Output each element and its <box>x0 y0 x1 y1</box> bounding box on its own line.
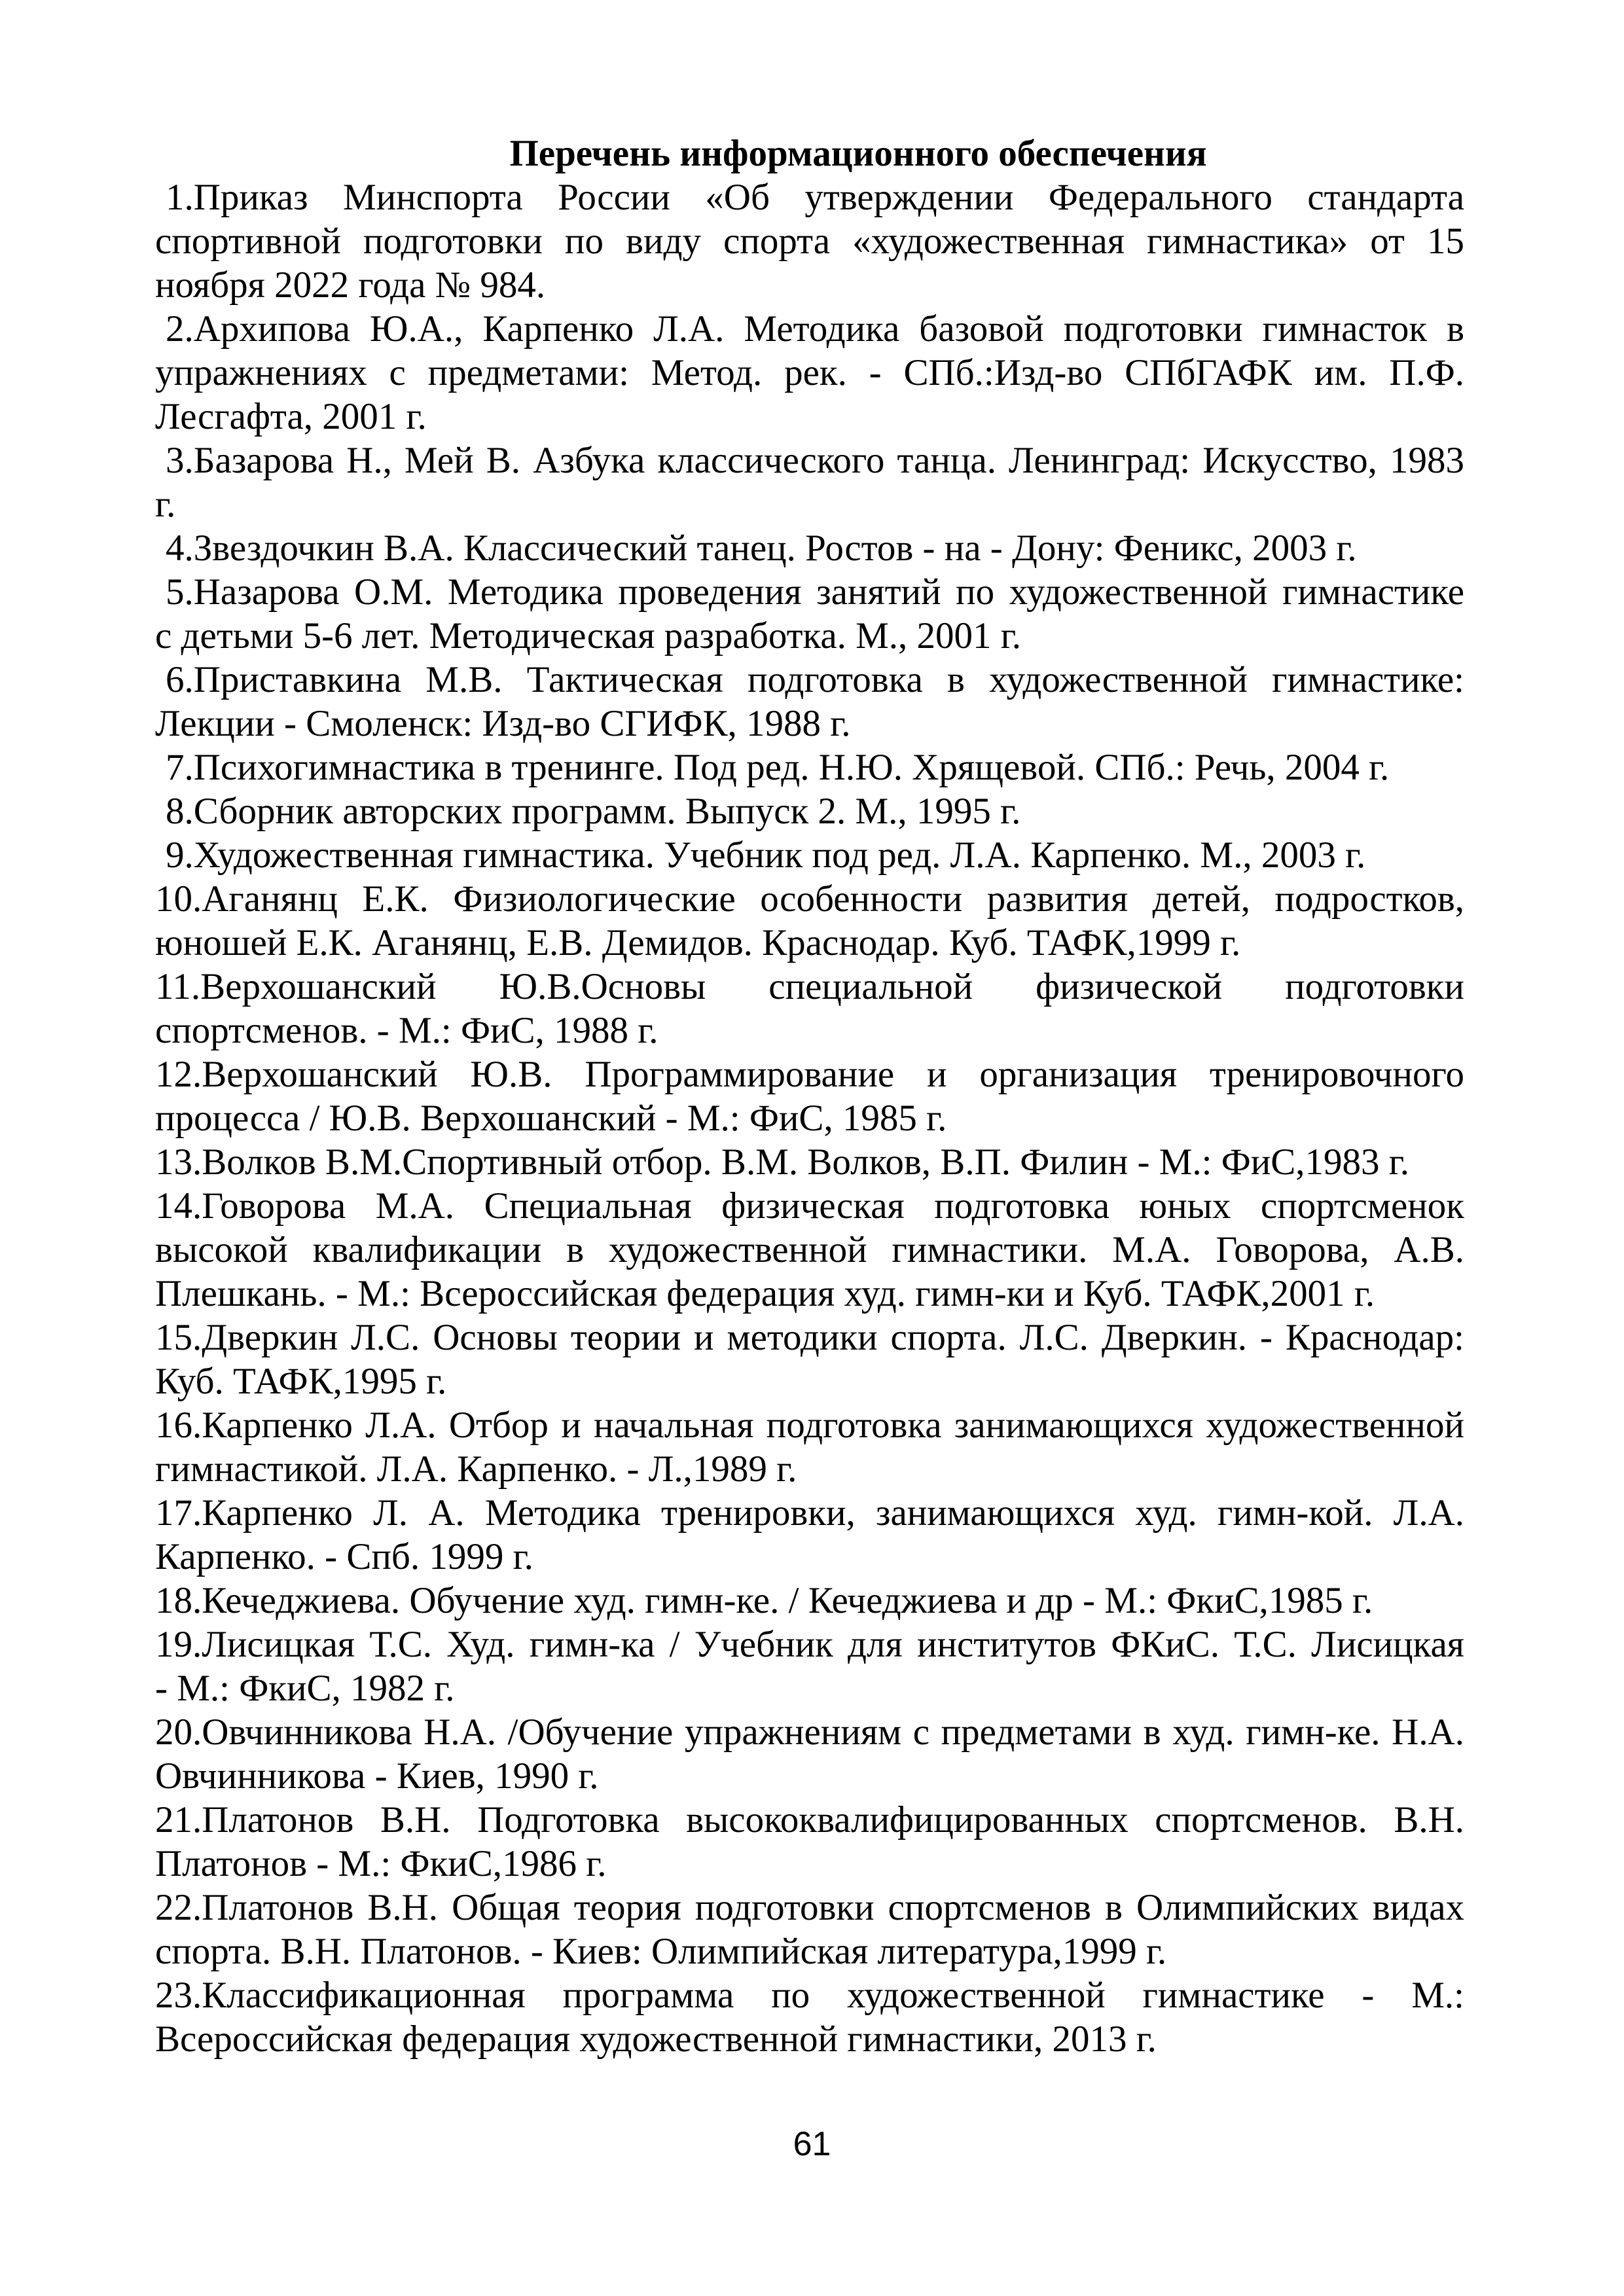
reference-item <box>155 1403 1464 1491</box>
reference-item <box>155 175 1464 307</box>
reference-item <box>155 1140 1464 1184</box>
reference-item <box>155 658 1464 745</box>
reference-line: 12.Верхошанский Ю.В. Программирование и организация тренировочного <box>155 1054 1464 1095</box>
reference-line: спортсменов. - М.: ФиС, 1988 г. <box>155 1010 659 1051</box>
reference-item <box>155 1316 1464 1403</box>
reference-line: 21.Платонов В.Н. Подготовка высококвалифицированных спортсменов. В.Н. <box>155 1799 1464 1840</box>
reference-item <box>155 526 1464 570</box>
reference-item <box>155 1973 1464 2061</box>
reference-line: 19.Лисицкая Т.С. Худ. гимн-ка / Учебник для институтов ФКиС. Т.С. Лисицкая <box>155 1624 1464 1665</box>
reference-item <box>155 1886 1464 1973</box>
reference-line: 7.Психогимнастика в тренинге. Под ред. Н.Ю. Хрящевой. СПб.: Речь, 2004 г. <box>166 747 1390 788</box>
reference-line: процесса / Ю.В. Верхошанский - М.: ФиС, 1985 г. <box>155 1098 947 1139</box>
reference-line: Лекции - Смоленск: Изд-во СГИФК, 1988 г. <box>155 703 851 744</box>
reference-line: 2.Архипова Ю.А., Карпенко Л.А. Методика базовой подготовки гимнасток в <box>166 308 1464 350</box>
reference-line: 6.Приставкина М.В. Тактическая подготовка в художественной гимнастике: <box>166 659 1464 700</box>
reference-line: 8.Сборник авторских программ. Выпуск 2. М., 1995 г. <box>166 791 1021 832</box>
reference-item <box>155 570 1464 658</box>
reference-list <box>155 175 1464 2061</box>
reference-line: 15.Дверкин Л.С. Основы теории и методики спорта. Л.С. Дверкин. - Краснодар: <box>155 1317 1464 1358</box>
reference-line: Платонов - М.: ФкиС,1986 г. <box>155 1843 607 1884</box>
reference-line: - М.: ФкиС, 1982 г. <box>155 1668 455 1709</box>
reference-item <box>155 439 1464 526</box>
reference-line: гимнастикой. Л.А. Карпенко. - Л.,1989 г. <box>155 1448 797 1490</box>
reference-line: Лесгафта, 2001 г. <box>155 396 427 437</box>
reference-line: 20.Овчинникова Н.А. /Обучение упражнениям с предметами в худ. гимн-ке. Н.А. <box>155 1712 1464 1753</box>
reference-line: 1.Приказ Минспорта России «Об утверждении Федерального стандарта <box>166 177 1464 218</box>
reference-line: 23.Классификационная программа по художественной гимнастике - М.: <box>155 1975 1464 2016</box>
reference-line: г. <box>155 484 176 525</box>
reference-item <box>155 1052 1464 1140</box>
reference-line: 3.Базарова Н., Мей В. Азбука классического танца. Ленинград: Искусство, 1983 <box>166 440 1464 481</box>
reference-line: 17.Карпенко Л. А. Методика тренировки, занимающихся худ. гимн-кой. Л.А. <box>155 1492 1464 1534</box>
reference-item <box>155 1579 1464 1623</box>
reference-line: Всероссийская федерация художественной гимнастики, 2013 г. <box>155 2018 1157 2060</box>
reference-line: высокой квалификации в художественной гимнастики. М.А. Говорова, А.В. <box>155 1229 1464 1270</box>
reference-line: ноября 2022 года № 984. <box>155 264 546 306</box>
reference-line: 10.Аганянц Е.К. Физиологические особенности развития детей, подростков, <box>155 878 1464 920</box>
reference-line: 13.Волков В.М.Спортивный отбор. В.М. Волков, В.П. Филин - М.: ФиС,1983 г. <box>155 1141 1409 1183</box>
reference-line: 5.Назарова О.М. Методика проведения занятий по художественной гимнастике <box>166 571 1464 613</box>
reference-item <box>155 1710 1464 1798</box>
reference-line: спорта. В.Н. Платонов. - Киев: Олимпийская литература,1999 г. <box>155 1931 1167 1972</box>
reference-item <box>155 1623 1464 1710</box>
reference-line: Овчинникова - Киев, 1990 г. <box>155 1755 599 1797</box>
page-number: 61 <box>793 2125 831 2163</box>
page-title: Перечень информационного обеспечения <box>509 133 1207 174</box>
reference-item <box>155 1798 1464 1886</box>
reference-item <box>155 833 1464 877</box>
reference-item <box>155 1184 1464 1316</box>
reference-line: 16.Карпенко Л.А. Отбор и начальная подготовка занимающихся художественной <box>155 1405 1464 1446</box>
reference-line: с детьми 5-6 лет. Методическая разработка. М., 2001 г. <box>155 615 1021 656</box>
reference-line: юношей Е.К. Аганянц, Е.В. Демидов. Краснодар. Куб. ТАФК,1999 г. <box>155 922 1241 963</box>
reference-item <box>155 307 1464 439</box>
reference-item <box>155 745 1464 789</box>
reference-item <box>155 965 1464 1052</box>
reference-line: 14.Говорова М.А. Специальная физическая подготовка юных спортсменок <box>155 1185 1464 1227</box>
reference-item <box>155 877 1464 965</box>
reference-line: Карпенко. - Спб. 1999 г. <box>155 1536 533 1577</box>
reference-line: 18.Кечеджиева. Обучение худ. гимн-ке. / Кечеджиева и др - М.: ФкиС,1985 г. <box>155 1580 1373 1621</box>
reference-line: 4.Звездочкин В.А. Классический танец. Ростов - на - Дону: Феникс, 2003 г. <box>166 528 1357 569</box>
document-body <box>155 132 1464 2061</box>
reference-line: Плешкань. - М.: Всероссийская федерация худ. гимн-ки и Куб. ТАФК,2001 г. <box>155 1273 1375 1314</box>
reference-line: Куб. ТАФК,1995 г. <box>155 1361 447 1402</box>
reference-item <box>155 1491 1464 1579</box>
reference-item <box>155 789 1464 833</box>
reference-line: 22.Платонов В.Н. Общая теория подготовки спортсменов в Олимпийских видах <box>155 1887 1464 1928</box>
reference-line: спортивной подготовки по виду спорта «художественная гимнастика» от 15 <box>155 221 1464 262</box>
reference-line: упражнениях с предметами: Метод. рек. - СПб.:Изд-во СПбГАФК им. П.Ф. <box>155 352 1464 393</box>
reference-line: 9.Художественная гимнастика. Учебник под ред. Л.А. Карпенко. М., 2003 г. <box>166 834 1366 876</box>
reference-line: 11.Верхошанский Ю.В.Основы специальной физической подготовки <box>155 966 1464 1007</box>
